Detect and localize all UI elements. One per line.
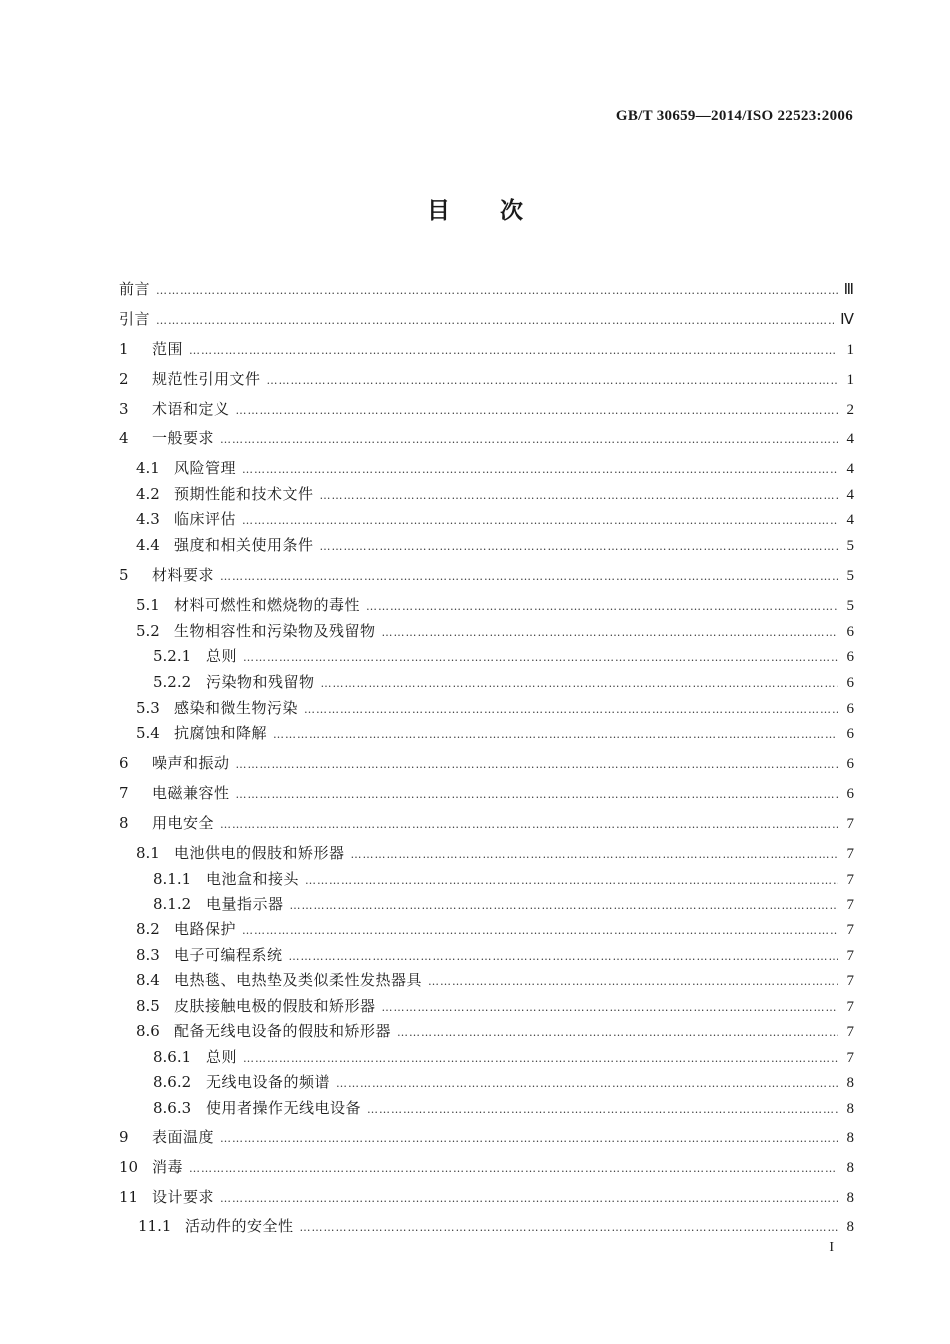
toc-leader-dots (300, 1216, 838, 1240)
toc-entry-page: 1 (846, 372, 854, 388)
toc-entry-label: 材料要求 (152, 566, 215, 584)
toc-leader-dots (243, 646, 838, 670)
toc-entry-label: 总则 (206, 647, 238, 665)
toc-entry-number: 8.2 (136, 920, 160, 938)
toc-entry-number: 8.5 (136, 997, 160, 1015)
toc-leader-dots (289, 945, 838, 969)
toc-entry-page: Ⅳ (840, 312, 854, 328)
toc-entry-label: 电磁兼容性 (152, 784, 230, 802)
toc-leader-dots (366, 595, 838, 619)
toc-entry-page: 6 (846, 786, 854, 802)
toc-entry-label: 材料可燃性和燃烧物的毒性 (174, 596, 361, 614)
toc-entry-page: 7 (846, 872, 854, 888)
toc-leader-dots (382, 621, 838, 645)
toc-entry[interactable] (119, 867, 854, 891)
toc-entry-number: 8.6.2 (153, 1073, 192, 1091)
toc-entry-label: 术语和定义 (152, 400, 230, 418)
toc-entry-label: 消毒 (152, 1158, 184, 1176)
toc-entry-label: 电池供电的假肢和矫形器 (174, 844, 345, 862)
toc-entry[interactable] (119, 307, 854, 331)
toc-entry[interactable] (119, 943, 854, 967)
toc-entry-number: 11.1 (138, 1217, 172, 1235)
toc-entry-page: 4 (846, 512, 854, 528)
page-title: 目次 (427, 197, 573, 224)
toc-leader-dots (156, 309, 834, 333)
toc-entry[interactable] (119, 1185, 854, 1209)
toc-leader-dots (189, 339, 838, 363)
toc-entry-page: 7 (846, 897, 854, 913)
toc-leader-dots (236, 399, 838, 423)
toc-entry-label: 生物相容性和污染物及残留物 (174, 622, 376, 640)
toc-leader-dots (290, 894, 838, 918)
toc-entry-number: 9 (119, 1128, 129, 1146)
toc-entry-label: 配备无线电设备的假肢和矫形器 (174, 1022, 392, 1040)
toc-entry-page: 8 (846, 1075, 854, 1091)
toc-leader-dots (220, 1187, 838, 1211)
toc-entry[interactable] (119, 426, 854, 450)
toc-entry-page: 8 (846, 1219, 854, 1235)
toc-entry-number: 8.6 (136, 1022, 160, 1040)
toc-leader-dots (220, 813, 838, 837)
toc-entry-page: 7 (846, 973, 854, 989)
toc-entry[interactable] (119, 841, 854, 865)
toc-leader-dots (304, 698, 838, 722)
toc-entry-page: 7 (846, 922, 854, 938)
toc-entry-label: 抗腐蚀和降解 (174, 724, 268, 742)
toc-entry-number: 8.1.1 (153, 870, 192, 888)
toc-entry-page: 6 (846, 675, 854, 691)
toc-entry-number: 8 (119, 814, 129, 832)
toc-entry-label: 临床评估 (174, 510, 237, 528)
toc-entry-number: 5.2 (136, 622, 160, 640)
toc-entry-number: 3 (119, 400, 129, 418)
toc-entry[interactable] (119, 781, 854, 805)
toc-entry-number: 5.3 (136, 699, 160, 717)
toc-entry[interactable] (119, 1019, 854, 1043)
toc-entry-page: 8 (846, 1190, 854, 1206)
toc-entry-page: 8 (846, 1160, 854, 1176)
toc-entry[interactable] (119, 482, 854, 506)
toc-leader-dots (236, 783, 838, 807)
toc-leader-dots (267, 369, 838, 393)
toc-entry-label: 电池盒和接头 (206, 870, 300, 888)
toc-entry-label: 风险管理 (174, 459, 237, 477)
toc-entry-label: 电热毯、电热垫及类似柔性发热器具 (174, 971, 423, 989)
toc-entry-label: 感染和微生物污染 (174, 699, 299, 717)
toc-entry-page: 6 (846, 624, 854, 640)
toc-entry[interactable] (119, 277, 854, 301)
toc-leader-dots (220, 1127, 838, 1151)
toc-entry-label: 电量指示器 (206, 895, 284, 913)
toc-entry-page: 2 (846, 402, 854, 418)
toc-entry-label: 强度和相关使用条件 (174, 536, 314, 554)
toc-entry[interactable] (119, 397, 854, 421)
toc-entry-page: 7 (846, 816, 854, 832)
toc-entry-number: 4.1 (136, 459, 160, 477)
toc-entry-label: 规范性引用文件 (152, 370, 261, 388)
toc-entry[interactable] (119, 917, 854, 941)
toc-entry[interactable] (119, 533, 854, 557)
toc-entry[interactable] (119, 670, 854, 694)
toc-entry-page: Ⅲ (843, 282, 854, 298)
toc-entry-label: 电子可编程系统 (174, 946, 283, 964)
toc-entry-number: 10 (119, 1158, 139, 1176)
toc-entry-page: 6 (846, 756, 854, 772)
page-number: I (829, 1240, 834, 1255)
toc-entry-number: 4 (119, 429, 129, 447)
toc-entry-page: 4 (846, 431, 854, 447)
toc-entry-page: 6 (846, 726, 854, 742)
toc-entry-page: 7 (846, 1050, 854, 1066)
toc-entry[interactable] (119, 456, 854, 480)
toc-entry-label: 一般要求 (152, 429, 215, 447)
toc-leader-dots (242, 919, 838, 943)
toc-leader-dots (220, 565, 838, 589)
toc-entry[interactable] (119, 1125, 854, 1149)
toc-entry-page: 7 (846, 846, 854, 862)
toc-entry[interactable] (119, 968, 854, 992)
toc-leader-dots (189, 1157, 838, 1181)
toc-entry-page: 7 (846, 948, 854, 964)
toc-entry-label: 总则 (206, 1048, 238, 1066)
toc-entry-number: 5.2.1 (153, 647, 192, 665)
toc-entry-page: 4 (846, 461, 854, 477)
toc-entry-number: 1 (119, 340, 129, 358)
toc-entry[interactable] (119, 721, 854, 745)
toc-leader-dots (305, 869, 838, 893)
toc-entry[interactable] (119, 811, 854, 835)
toc-entry-number: 6 (119, 754, 129, 772)
toc-entry-number: 5.2.2 (153, 673, 192, 691)
toc-leader-dots (273, 723, 838, 747)
toc-entry-number: 5.1 (136, 596, 160, 614)
toc-entry[interactable] (119, 696, 854, 720)
toc-entry-number: 5 (119, 566, 129, 584)
toc-entry[interactable] (119, 337, 854, 361)
toc-entry[interactable] (119, 892, 854, 916)
toc-entry-label: 用电安全 (152, 814, 215, 832)
standard-code: GB/T 30659—2014/ISO 22523:2006 (615, 108, 853, 124)
toc-entry-page: 5 (846, 538, 854, 554)
toc-entry-label: 噪声和振动 (152, 754, 230, 772)
toc-entry-label: 引言 (119, 310, 151, 328)
toc-entry-page: 8 (846, 1101, 854, 1117)
toc-entry-page: 7 (846, 1024, 854, 1040)
toc-leader-dots (351, 843, 838, 867)
toc-entry-number: 8.6.1 (153, 1048, 192, 1066)
toc-entry-page: 6 (846, 701, 854, 717)
toc-entry-label: 预期性能和技术文件 (174, 485, 314, 503)
toc-entry-page: 7 (846, 999, 854, 1015)
toc-entry-page: 5 (846, 598, 854, 614)
toc-leader-dots (397, 1021, 838, 1045)
toc-entry-page: 4 (846, 487, 854, 503)
toc-entry[interactable] (119, 1155, 854, 1179)
toc-entry-page: 1 (846, 342, 854, 358)
toc-entry-number: 5.4 (136, 724, 160, 742)
toc-entry[interactable] (119, 1214, 854, 1238)
toc-entry-label: 皮肤接触电极的假肢和矫形器 (174, 997, 376, 1015)
toc-entry-number: 11 (119, 1188, 139, 1206)
toc-leader-dots (236, 753, 838, 777)
toc-entry-number: 2 (119, 370, 129, 388)
toc-leader-dots (242, 509, 838, 533)
toc-entry[interactable] (119, 1045, 854, 1069)
toc-entry-label: 活动件的安全性 (185, 1217, 294, 1235)
toc-entry-number: 4.3 (136, 510, 160, 528)
toc-entry[interactable] (119, 751, 854, 775)
toc-entry-label: 设计要求 (152, 1188, 215, 1206)
toc-entry-label: 污染物和残留物 (206, 673, 315, 691)
toc-entry-label: 使用者操作无线电设备 (206, 1099, 362, 1117)
toc-entry[interactable] (119, 563, 854, 587)
toc-entry[interactable] (119, 644, 854, 668)
toc-leader-dots (321, 672, 838, 696)
toc-entry-number: 8.1.2 (153, 895, 192, 913)
toc-entry-label: 前言 (119, 280, 151, 298)
toc-entry-label: 无线电设备的频谱 (206, 1073, 331, 1091)
toc-entry[interactable] (119, 619, 854, 643)
toc-entry[interactable] (119, 1070, 854, 1094)
toc-leader-dots (320, 484, 838, 508)
toc-entry-number: 8.6.3 (153, 1099, 192, 1117)
toc-entry[interactable] (119, 367, 854, 391)
toc-leader-dots (382, 996, 838, 1020)
toc-entry[interactable] (119, 1096, 854, 1120)
toc-leader-dots (220, 428, 838, 452)
toc-entry-label: 电路保护 (174, 920, 237, 938)
toc-entry-page: 5 (846, 568, 854, 584)
toc-leader-dots (156, 279, 838, 303)
toc-entry-label: 表面温度 (152, 1128, 215, 1146)
toc-leader-dots (242, 458, 838, 482)
toc-leader-dots (428, 970, 838, 994)
toc-entry[interactable] (119, 507, 854, 531)
toc-entry-number: 4.4 (136, 536, 160, 554)
toc-entry-number: 4.2 (136, 485, 160, 503)
toc-entry-number: 8.4 (136, 971, 160, 989)
toc-leader-dots (243, 1047, 838, 1071)
toc-entry-number: 8.3 (136, 946, 160, 964)
toc-entry-number: 8.1 (136, 844, 160, 862)
toc-leader-dots (367, 1098, 838, 1122)
toc-entry-page: 6 (846, 649, 854, 665)
toc-entry[interactable] (119, 593, 854, 617)
toc-entry-label: 范围 (152, 340, 184, 358)
toc-leader-dots (336, 1072, 838, 1096)
toc-leader-dots (320, 535, 838, 559)
toc-entry-page: 8 (846, 1130, 854, 1146)
toc-entry-number: 7 (119, 784, 129, 802)
toc-entry[interactable] (119, 994, 854, 1018)
